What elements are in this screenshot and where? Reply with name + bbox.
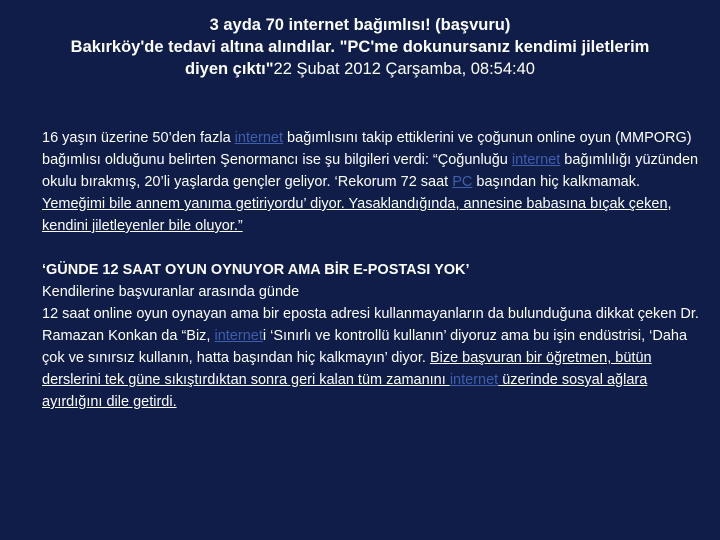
paragraph-spacer [42,237,702,259]
headline [40,14,680,80]
paragraph-1 [42,127,702,237]
article-body [42,127,702,413]
pc-link[interactable]: PC [452,174,473,190]
p1-text-2: bağımlısını takip ettiklerini ve çoğunun online oyun (MMPORG) bağımlısı olduğunu belirten Şenormancı ise şu bilgileri verdi: “Çoğunluğu [42,130,692,168]
headline-line-2: Bakırköy'de tedavi altına alındılar. "PC'me dokunursanız kendimi jiletlerim [70,38,650,56]
internet-link[interactable]: internet [511,152,561,168]
headline-line-1: 3 ayda 70 internet bağımlısı! (başvuru) [209,16,511,34]
headline-line-3-text: diyen çıktı" [185,60,274,78]
headline-line-3 [40,58,680,80]
p1-text-3: bağımlılığı yüzünden okulu bırakmış, 20’li yaşlarda gençler geliyor. ‘Rekorum 72 saat [42,152,699,190]
p1-text-1: 16 yaşın üzerine 50’den fazla [42,130,235,146]
p1-text-4: başından hiç kalkmamak. [472,174,641,190]
p2-text-1: 12 saat online oyun oynayan ama bir eposta adresi kullanmayanların da bulunduğuna dikkat çeken Dr. Ramazan Konkan da “Biz, [42,306,699,344]
p1-underlined-quote: Yemeğimi bile annem yanıma getiriyordu’ diyor. Yasaklandığında, annesine babasına bıçak çeken, kendini jiletleyenler bile oluyor.” [42,196,672,234]
internet-link[interactable]: internet [234,130,284,146]
p2-text-2: i ‘Sınırlı ve kontrollü kullanın’ diyoruz ama bu işin endüstrisi, ‘Daha çok ve sınırsız kullanın, hatta başından hiç kalkmayın’ diyor. [42,328,688,366]
headline-date: 22 Şubat 2012 Çarşamba, 08:54:40 [273,60,535,78]
p2-underlined-1: Bize başvuran bir öğretmen, bütün derslerini tek güne sıkıştırdıktan sonra geri kalan tüm zamanını [42,350,652,388]
paragraph-2 [42,303,702,413]
p2-underlined-2: üzerinde sosyal ağlara ayırdığını dile getirdi. [42,372,648,410]
section-heading: ‘GÜNDE 12 SAAT OYUN OYNUYOR AMA BİR E-POSTASI YOK’ [42,262,470,278]
internet-link[interactable]: internet [449,372,499,388]
internet-link[interactable]: internet [214,328,263,344]
p2-line-1: Kendilerine başvuranlar arasında günde [42,284,300,300]
